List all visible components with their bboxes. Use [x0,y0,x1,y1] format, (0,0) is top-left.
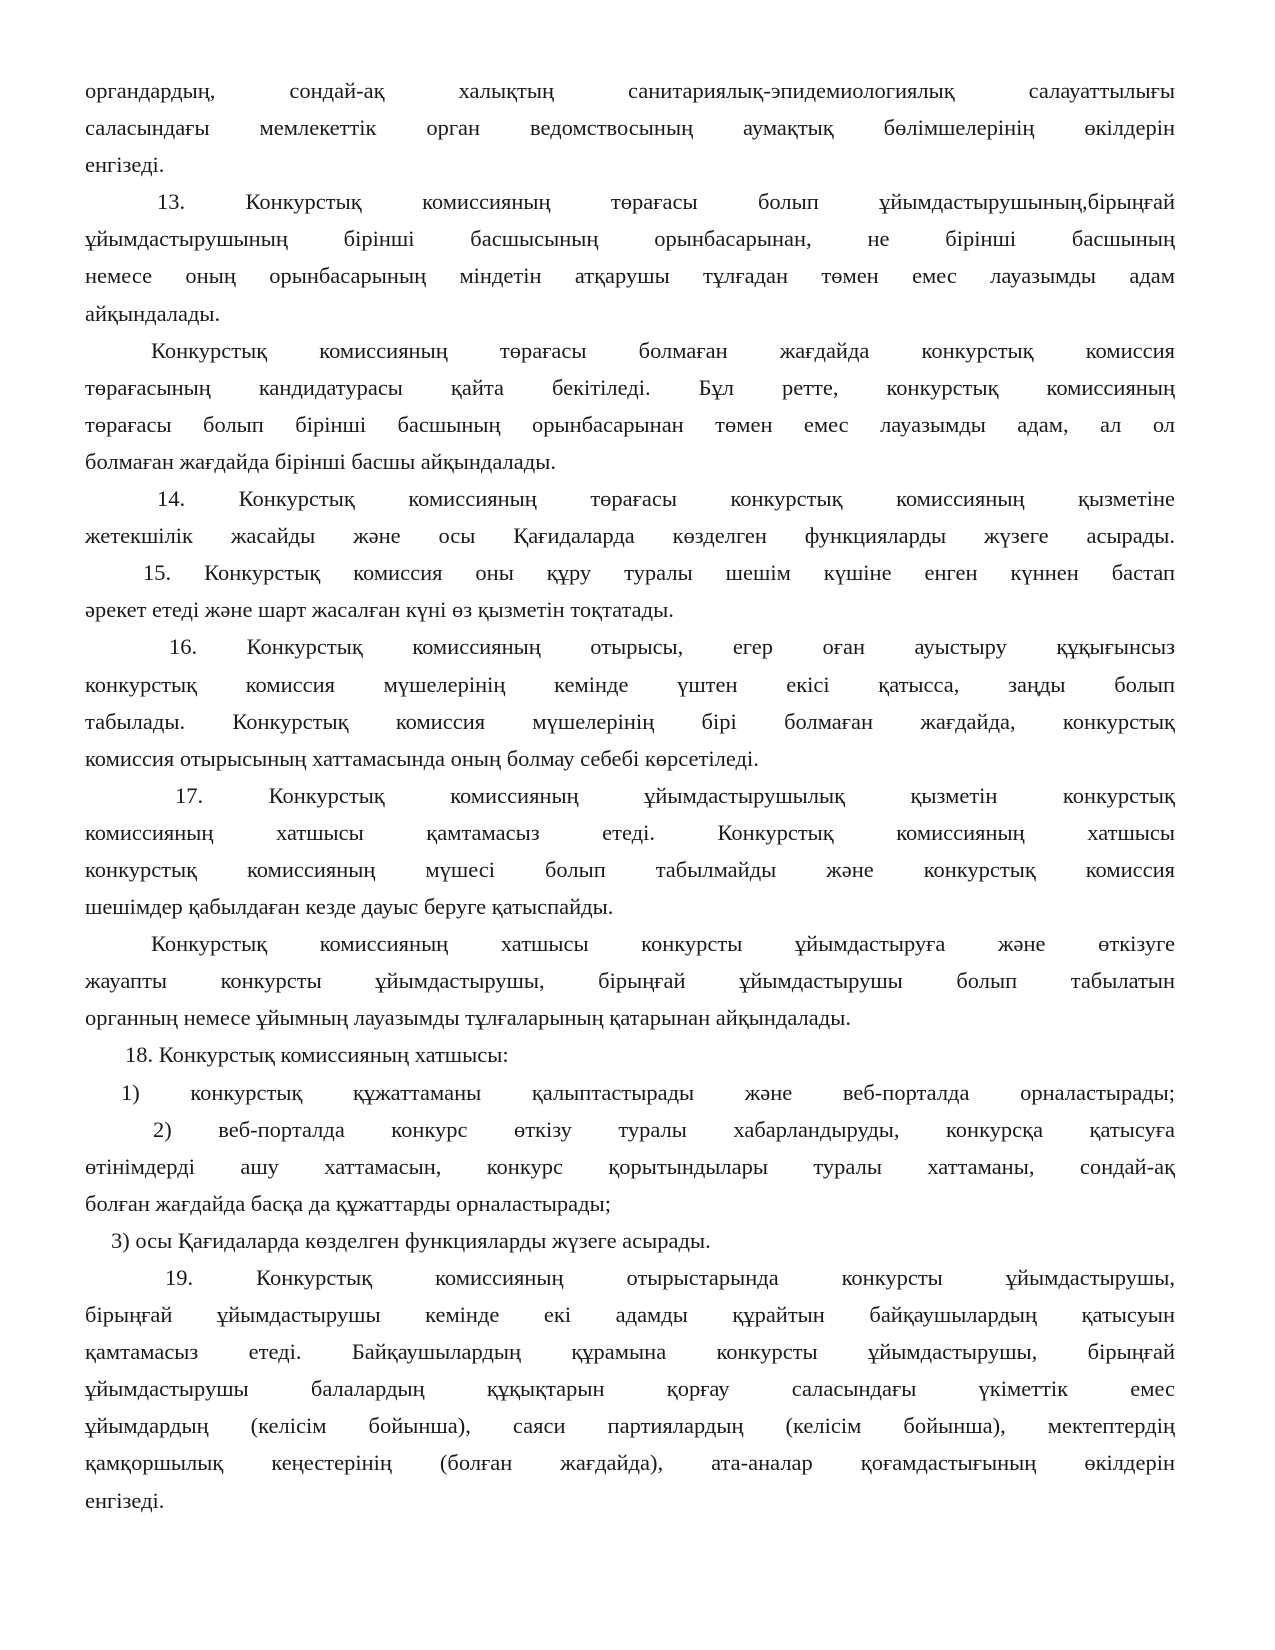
text-line: болмаған жағдайда бірінші басшы айқындалады. [85,448,556,474]
text-line: саласындағы мемлекеттік орган ведомствосының аумақтық бөлімшелерінің өкілдерін [85,115,1175,141]
text-line: конкурстық комиссия мүшелерінің кемінде үштен екісі қатысса, заңды болып [85,671,1175,697]
paragraph-19-start: 19. Конкурстық комиссияның отырыстарында конкурсты ұйымдастырушы, [165,1265,1175,1290]
list-item-3: 3) осы Қағидаларда көзделген функцияларды жүзеге асырады. [111,1227,711,1253]
text-line: ұйымдардың (келісім бойынша), саяси партиялардың (келісім бойынша), мектептердің [85,1413,1175,1439]
text-line: шешімдер қабылдаған кезде дауыс беруге қатыспайды. [85,894,614,920]
paragraph-17-start: 17. Конкурстық комиссияның ұйымдастырушылық қызметін конкурстық [175,782,1175,808]
list-item-2: 2) веб-порталда конкурс өткізу туралы хабарландыруды, конкурсқа қатысуға [153,1116,1175,1142]
paragraph-start: Конкурстық комиссияның хатшысы конкурсты ұйымдастыруға және өткізуге [151,931,1175,957]
text-line: конкурстық комиссияның мүшесі болып табылмайды және конкурстық комиссия [85,856,1175,882]
text-line: өтінімдерді ашу хаттамасын, конкурс қорытындылары туралы хаттаманы, сондай-ақ [85,1153,1175,1179]
text-line: қамтамасыз етеді. Байқаушылардың құрамына конкурсты ұйымдастырушы, бірыңғай [85,1339,1175,1365]
text-line: комиссияның хатшысы қамтамасыз етеді. Конкурстық комиссияның хатшысы [85,819,1175,845]
text-line: органның немесе ұйымның лауазымды тұлғаларының қатарынан айқындалады. [85,1005,851,1031]
paragraph-start: Конкурстық комиссияның төрағасы болмаған жағдайда конкурстық комиссия [151,337,1175,363]
text-line: енгізеді. [85,1487,165,1513]
paragraph-18-start: 18. Конкурстық комиссияның хатшысы: [125,1042,509,1068]
text-line: органдардың, сондай-ақ халықтың санитариялық-эпидемиологиялық салауаттылығы [85,78,1175,103]
text-line: бірыңғай ұйымдастырушы кемінде екі адамды құрайтын байқаушылардың қатысуын [85,1302,1175,1328]
paragraph-15-start: 15. Конкурстық комиссия оны құру туралы шешім күшіне енген күннен бастап [143,560,1175,586]
document-body [85,72,1175,1519]
list-item-1: 1) конкурстық құжаттаманы қалыптастырады және веб-порталда орналастырады; [121,1079,1175,1105]
text-line: төрағасының кандидатурасы қайта бекітіледі. Бұл ретте, конкурстық комиссияның [85,374,1175,400]
text-line: ұйымдастырушы балалардың құқықтарын қорғау саласындағы үкіметтік емес [85,1376,1175,1402]
text-line: комиссия отырысының хаттамасында оның болмау себебі көрсетіледі. [85,745,759,771]
text-line: айқындалады. [85,300,221,326]
paragraph-14-start: 14. Конкурстық комиссияның төрағасы конкурстық комиссияның қызметіне [157,486,1175,512]
text-line: жетекшілік жасайды және осы Қағидаларда көзделген функцияларды жүзеге асырады. [85,523,1175,549]
text-line: әрекет етеді және шарт жасалған күні өз қызметін тоқтатады. [85,597,674,623]
text-line: немесе оның орынбасарының міндетін атқарушы тұлғадан төмен емес лауазымды адам [85,263,1175,289]
paragraph-13-start: 13. Конкурстық комиссияның төрағасы болып ұйымдастырушының,бірыңғай [157,189,1175,215]
text-line: ұйымдастырушының бірінші басшысының орынбасарынан, не бірінші басшының [85,226,1175,252]
text-line: төрағасы болып бірінші басшының орынбасарынан төмен емес лауазымды адам, ал ол [85,411,1175,437]
text-line: қамқоршылық кеңестерінің (болған жағдайда), ата-аналар қоғамдастығының өкілдерін [85,1450,1175,1476]
text-line: жауапты конкурсты ұйымдастырушы, бірыңғай ұйымдастырушы болып табылатын [85,968,1175,994]
paragraph-16-start: 16. Конкурстық комиссияның отырысы, егер оған ауыстыру құқығынсыз [169,634,1175,660]
text-line: болған жағдайда басқа да құжаттарды орналастырады; [85,1190,611,1216]
text-line: енгізеді. [85,152,165,178]
text-line: табылады. Конкурстық комиссия мүшелерінің бірі болмаған жағдайда, конкурстық [85,708,1175,734]
